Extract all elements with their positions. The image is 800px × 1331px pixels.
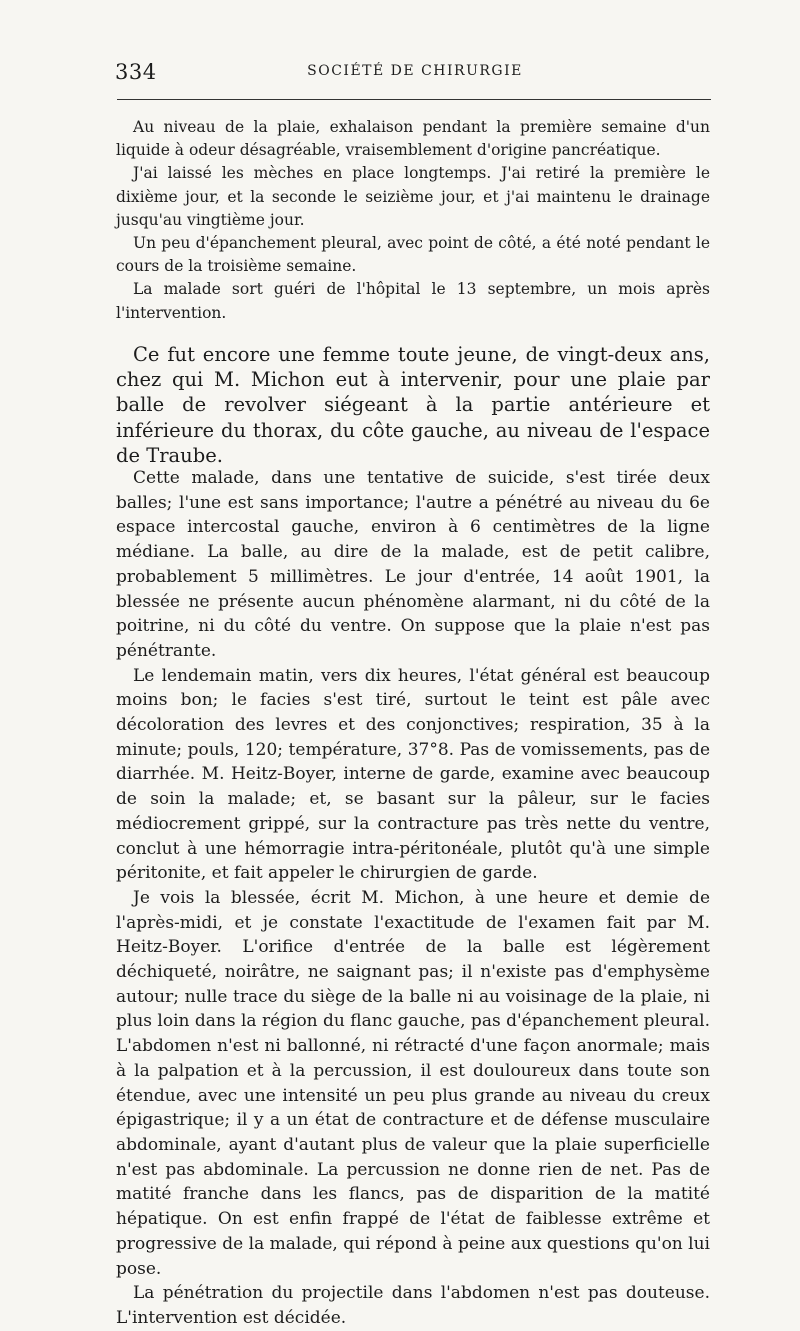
case-history-block [116,466,710,1331]
case-conclusion-block [116,116,710,325]
header-rule [117,99,711,100]
paragraph: La pénétration du projectile dans l'abdomen n'est pas douteuse. L'intervention est décidée. [116,1283,710,1328]
page-number: 334 [115,60,157,84]
paragraph: Un peu d'épanchement pleural, avec point de côté, a été noté pendant le cours de la troisième semaine. [116,234,710,276]
paragraph: Le lendemain matin, vers dix heures, l'état général est beaucoup moins bon; le facies s'est tiré, surtout le teint est pâle avec décoloration des levres et des conjonctives; respiration, 35 à la minute; pouls, 120; température, 37°8. Pas de vomissements, pas de diarrhée. M. Heitz-Boyer, interne de garde, examine avec beaucoup de soin la malade; et, se basant sur la pâleur, sur le facies médiocrement grippé, sur la contracture pas très nette du ventre, conclut à une hémorragie intra-péritonéale, plutôt qu'à une simple péritonite, et fait appeler le chirurgien de garde. [116,665,710,884]
paragraph: Au niveau de la plaie, exhalaison pendant la première semaine d'un liquide à odeur désagréable, vraisemblement d'origine pancréatique. [116,118,710,160]
paragraph: Ce fut encore une femme toute jeune, de vingt-deux ans, chez qui M. Michon eut à intervenir, pour une plaie par balle de revolver siégeant à la partie antérieure et inférieure du thorax, du côte gauche, au niveau de l'espace de Traube. [116,343,710,467]
paragraph: Cette malade, dans une tentative de suicide, s'est tirée deux balles; l'une est sans importance; l'autre a pénétré au niveau du 6e espace intercostal gauche, environ à 6 centimètres de la ligne médiane. La balle, au dire de la malade, est de petit calibre, probablement 5 millimètres. Le jour d'entrée, 14 août 1901, la blessée ne présente aucun phénomène alarmant, ni du côté de la poitrine, ni du côté du ventre. On suppose que la plaie n'est pas pénétrante. [116,468,710,661]
paragraph: La malade sort guéri de l'hôpital le 13 septembre, un mois après l'intervention. [116,280,710,322]
paragraph: Je vois la blessée, écrit M. Michon, à une heure et demie de l'après-midi, et je constate l'exactitude de l'examen fait par M. Heitz-Boyer. L'orifice d'entrée de la balle est légèrement déchiqueté, noirâtre, ne saignant pas; il n'existe pas d'emphysème autour; nulle trace du siège de la balle ni au voisinage de la plaie, ni plus loin dans la région du flanc gauche, pas d'épanchement pleural. L'abdomen n'est ni ballonné, ni rétracté d'une façon anormale; mais à la palpation et à la percussion, il est douloureux dans toute son étendue, avec une intensité un peu plus grande au niveau du creux épigastrique; il y a un état de contracture et de défense musculaire abdominale, ayant d'autant plus de valeur que la plaie superficielle n'est pas abdominale. La percussion ne donne rien de net. Pas de matité franche dans les flancs, pas de disparition de la matité hépatique. On est enfin frappé de l'état de faiblesse extrême et progressive de la malade, qui répond à peine aux questions qu'on lui pose. [116,887,710,1279]
case-introduction-block [116,342,710,468]
running-title: SOCIÉTÉ DE CHIRURGIE [307,63,523,79]
paragraph: J'ai laissé les mèches en place longtemps. J'ai retiré la première le dixième jour, et la seconde le seizième jour, et j'ai maintenu le drainage jusqu'au vingtième jour. [116,164,710,229]
